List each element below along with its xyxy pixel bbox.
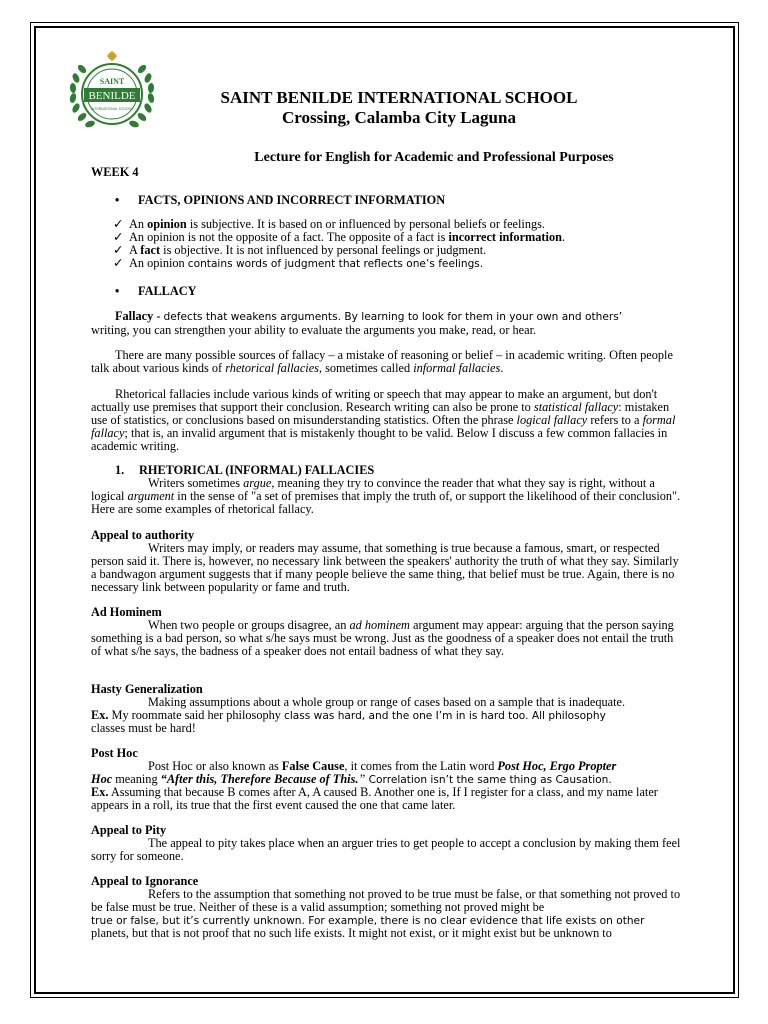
fallacy-paragraph-1: There are many possible sources of fallacy – a mistake of reasoning or belief – in academic writing. Often people talk about various kinds of rhetorical fallacies, sometimes called informal fallacies. <box>91 348 673 375</box>
checkmark-icon: ✓ <box>113 217 124 231</box>
authority-paragraph: Writers may imply, or readers may assume, that something is true because a famous, smart, or respected person said it. There is, however, no necessary link between the speakers' authority the truth of what they say. Similarly a bandwagon argument suggests that if many people believe the same thing, that belief must be true. Again, there is no necessary link between popularity or fame and truth. <box>91 541 679 594</box>
check-item-text: contains words of judgment that reflects one’s feelings. <box>187 258 484 270</box>
pity-paragraph: The appeal to pity takes place when an arguer tries to get people to accept a conclusion by making them feel sorry for someone. <box>91 836 681 863</box>
checkmark-icon: ✓ <box>113 230 124 244</box>
document-page <box>91 0 681 1024</box>
pity-heading: Appeal to Pity <box>91 823 167 837</box>
logo-text-top: SAINT <box>99 77 125 86</box>
check-item <box>91 257 681 270</box>
hominem-heading: Ad Hominem <box>91 605 162 619</box>
week-label: WEEK 4 <box>91 165 139 179</box>
example-label: Ex. <box>91 708 109 722</box>
ignorance-paragraph-sans: true or false, but it’s currently unknown. For example, there is no clear evidence that life exists on other <box>91 915 645 927</box>
check-item-text: An <box>129 217 148 231</box>
logo-text-main: BENILDE <box>88 90 136 102</box>
fallacy-title: FALLACY <box>138 284 197 298</box>
fallacy-term: Fallacy <box>115 309 154 323</box>
check-item-bold: incorrect information <box>448 230 562 244</box>
fallacy-def-text: defects that weakens arguments. By learning to look for them in your own and others’ <box>163 311 623 323</box>
facts-check-list <box>91 218 681 270</box>
fallacy-definition <box>91 310 681 337</box>
checkmark-icon: ✓ <box>113 243 124 257</box>
hasty-example: Ex. My roommate said her philosophy class was hard, and the one I’m in is hard too. All philosophy <box>91 708 606 722</box>
check-item-text: is objective. It is not influenced by personal feelings or judgment. <box>160 243 487 257</box>
check-item-text: . <box>561 230 566 244</box>
fallacy-def-line2: writing, you can strengthen your ability to evaluate the arguments you make, read, or hear. <box>91 323 537 337</box>
dash: - <box>153 309 164 323</box>
lecture-title: Lecture for English for Academic and Professional Purposes <box>254 150 614 165</box>
fallacy-paragraph-2: Rhetorical fallacies include various kinds of writing or speech that may appear to make an argument, but don't actually use premises that support their conclusion. Research writing can also be prone to statistical fallacy: mistaken use of statistics, or conclusions based on misunderstanding statistics. Often the phrase logical fallacy refers to a formal fallacy; that is, an invalid argument that is mistakenly thought to be valid. Below I discuss a few common fallacies in academic writing. <box>91 387 676 453</box>
check-item-bold: opinion <box>147 217 187 231</box>
posthoc-heading: Post Hoc <box>91 746 138 760</box>
ignorance-paragraph: Refers to the assumption that something not proved to be true must be false, or that something not proved to be false must be true. Neither of these is a valid assumption; something not proved might be <box>91 887 681 914</box>
fallacy-heading <box>115 285 197 298</box>
example-label: Ex. <box>91 785 109 799</box>
check-item-text: An opinion <box>129 256 188 270</box>
posthoc-paragraph: Post Hoc or also known as False Cause, it comes from the Latin word Post Hoc, Ergo Propter <box>148 759 617 773</box>
school-address: Crossing, Calamba City Laguna <box>282 108 516 127</box>
school-name: SAINT BENILDE INTERNATIONAL SCHOOL <box>220 88 578 107</box>
hasty-paragraph: Making assumptions about a whole group or range of cases based on a sample that is inadequate. <box>148 695 626 709</box>
rhetorical-title: RHETORICAL (INFORMAL) FALLACIES <box>139 463 375 477</box>
facts-title: FACTS, OPINIONS AND INCORRECT INFORMATION <box>138 193 446 207</box>
posthoc-example: Ex. Assuming that because B comes after A, A caused B. Another one is, If I register for a class, and my name later appears in a roll, its true that the first event caused the one that came later. <box>91 785 658 812</box>
bullet-icon: • <box>115 284 120 298</box>
facts-heading <box>115 194 445 207</box>
rhetorical-paragraph: Writers sometimes argue, meaning they try to convince the reader that what they say is right, without a logical argument in the sense of "a set of premises that imply the truth of, or support the likelihood of their conclusion". Here are some examples of rhetorical fallacy. <box>91 476 681 516</box>
check-item-text: is subjective. It is based on or influenced by personal beliefs or feelings. <box>186 217 545 231</box>
checkmark-icon: ✓ <box>113 256 124 270</box>
check-item-bold: fact <box>140 243 161 257</box>
hasty-heading: Hasty Generalization <box>91 682 203 696</box>
ignorance-paragraph-end: planets, but that is not proof that no such life exists. It might not exist, or it might exist but be unknown to <box>91 926 612 940</box>
check-item-text: An opinion is not the opposite of a fact. The opposite of a fact is <box>129 230 449 244</box>
logo-text-bottom: INTERNATIONAL SCHOOL <box>90 107 134 111</box>
authority-heading: Appeal to authority <box>91 528 195 542</box>
check-item-text: A <box>129 243 141 257</box>
ignorance-heading: Appeal to Ignorance <box>91 874 199 888</box>
hominem-paragraph: When two people or groups disagree, an ad hominem argument may appear: arguing that the person saying something is a bad person, so what s/he says must be wrong. Just as the goodness of a speaker does not entail the truth of what s/he says, the badness of a speaker does not entail badness of what they say. <box>91 618 674 658</box>
posthoc-paragraph-cont: Hoc meaning “After this, Therefore Because of This.” Correlation isn’t the same thing as Causation. <box>91 772 612 786</box>
hasty-example-end: classes must be hard! <box>91 721 196 735</box>
bullet-icon: • <box>115 193 120 207</box>
section-number: 1. <box>115 463 125 477</box>
